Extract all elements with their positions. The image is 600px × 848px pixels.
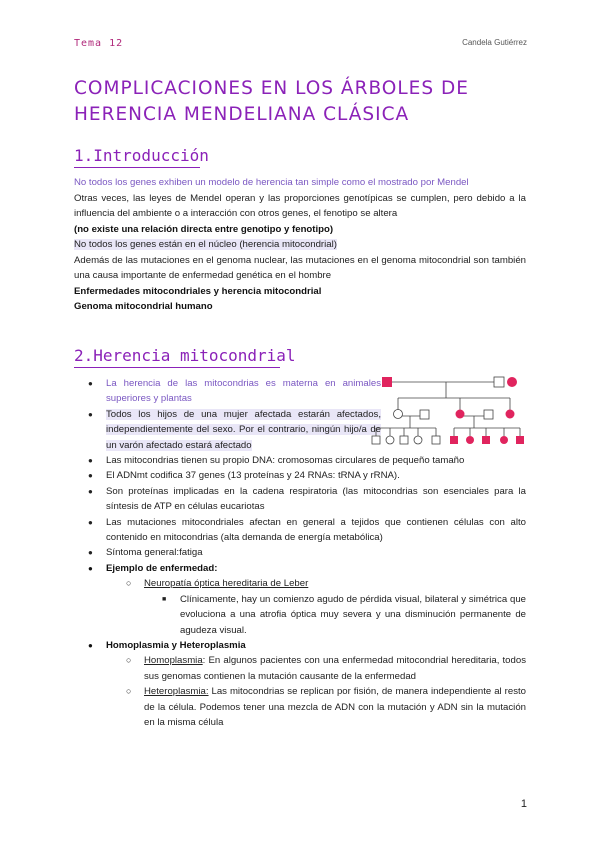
section-2-heading-text: 2.Herencia mitocondrial [74, 346, 296, 365]
bullet-dot: ● [88, 486, 93, 496]
section-2-underline [74, 367, 280, 368]
intro-line-5: Además de las mutaciones en el genoma nuclear, las mutaciones en el genoma mitocondrial son también una causa importante de enfermedad genética en el hombre [74, 254, 526, 281]
affected-female [466, 436, 474, 444]
sub-list-item [86, 653, 526, 684]
affected-male [516, 436, 524, 444]
list-item: ● La herencia de las mitocondrias es materna en animales superiores y plantas [88, 378, 381, 405]
bullet-dot: ● [88, 517, 93, 527]
intro-line-6: Enfermedades mitocondriales y herencia mitocondrial [74, 285, 322, 297]
affected-female [506, 410, 515, 419]
unaffected-female [394, 410, 403, 419]
circle-bullet: ○ [126, 686, 132, 697]
bullet-dot: ● [88, 563, 93, 573]
bullet-dot: ● [88, 471, 93, 481]
list-item: ● Homoplasmia y Heteroplasmia [86, 638, 526, 653]
affected-male [450, 436, 458, 444]
intro-line-2: Otras veces, las leyes de Mendel operan y las proporciones genotípicas se cumplen, pero debido a la influencia del ambiente o a interacción con otros genes, el fenotipo se altera [74, 192, 526, 219]
pedigree-diagram [364, 376, 530, 462]
unaffected-female [414, 436, 422, 444]
intro-line-3: (no existe una relación directa entre genotipo y fenotipo) [74, 223, 334, 235]
heteroplasmia-term: Heteroplasmia: [144, 686, 209, 698]
list-item: ● El ADNmt codifica 37 genes (13 proteínas y 24 RNAs: tRNA y rRNA). [86, 468, 526, 483]
bullet-dot: ● [88, 379, 93, 388]
page-title: COMPLICACIONES EN LOS ÁRBOLES DE HERENCIA MENDELIANA CLÁSICA [74, 78, 469, 125]
section-1-underline [74, 167, 200, 168]
list-item: ● Ejemplo de enfermedad: [86, 561, 526, 576]
intro-line-1: No todos los genes exhiben un modelo de herencia tan simple como el mostrado por Mendel [74, 177, 469, 188]
affected-male [482, 436, 490, 444]
bullet-dot: ● [88, 640, 93, 650]
affected-female [456, 410, 465, 419]
circle-bullet: ○ [126, 578, 132, 589]
header-author: Candela Gutiérrez [462, 38, 527, 47]
affected-female [500, 436, 508, 444]
unaffected-male [484, 410, 493, 419]
unaffected-male [420, 410, 429, 419]
pedigree-lines [376, 382, 520, 436]
example-disease: Neuropatía óptica hereditaria de Leber [144, 578, 309, 590]
sub-list-item [86, 576, 526, 591]
sub-list-item [86, 684, 526, 730]
homoplasmia-text: : En algunos pacientes con una enfermedad mitocondrial hereditaria, todos sus genomas contienen la mutación causante de la enfermedad [144, 655, 526, 682]
affected-female [507, 377, 517, 387]
unaffected-male [494, 377, 504, 387]
header-topic: Tema 12 [74, 38, 124, 49]
square-bullet: ■ [162, 595, 167, 603]
list-item: ● Las mitocondrias tienen su propio DNA: cromosomas circulares de pequeño tamaño [86, 453, 526, 468]
homoplasmia-term: Homoplasmia [144, 655, 203, 667]
example-detail: Clínicamente, hay un comienzo agudo de pérdida visual, bilateral y simétrica que evoluciona a una atrofia óptica muy severa y una disminución permanente de agudeza visual. [180, 593, 526, 636]
intro-line-7: Genoma mitocondrial humano [74, 301, 213, 312]
unaffected-male [400, 436, 408, 444]
list-item: ● Todos los hijos de una mujer afectada estarán afectados, independientemente del sexo. Por el contrario, ningún hijo/a de un varón afectado estará afectado [88, 408, 381, 451]
unaffected-male [372, 436, 380, 444]
bullet-dot: ● [88, 456, 93, 466]
unaffected-male [432, 436, 440, 444]
list-item: ● Son proteínas implicadas en la cadena respiratoria (las mitocondrias son esenciales para la síntesis de ATP en células eucariotas [88, 485, 526, 513]
unaffected-female [386, 436, 394, 444]
section-2-heading [74, 346, 296, 368]
intro-line-4: No todos los genes están en el núcleo (herencia mitocondrial) [74, 239, 337, 250]
section-1-heading-text: 1.Introducción [74, 146, 209, 165]
list-item: ● Síntoma general:fatiga [86, 545, 526, 560]
section-1-heading [74, 146, 209, 168]
list-item: ● Las mutaciones mitocondriales afectan en general a tejidos que contienen células con alto contenido en mitocondrias (alta demanda de energía metabólica) [88, 516, 526, 544]
sub-sub-list-item [86, 592, 526, 638]
intro-paragraph [74, 175, 526, 315]
bullet-dot: ● [88, 409, 93, 419]
bullet-dot: ● [88, 548, 93, 558]
circle-bullet: ○ [126, 655, 132, 666]
heteroplasmia-text: Las mitocondrias se replican por fisión, de manera independiente al resto de la célula. Podemos tener una mezcla de ADN con la mutación y ADN sin la mutación en la misma célula [144, 686, 526, 728]
page-number: 1 [520, 798, 527, 810]
affected-male [382, 377, 392, 387]
